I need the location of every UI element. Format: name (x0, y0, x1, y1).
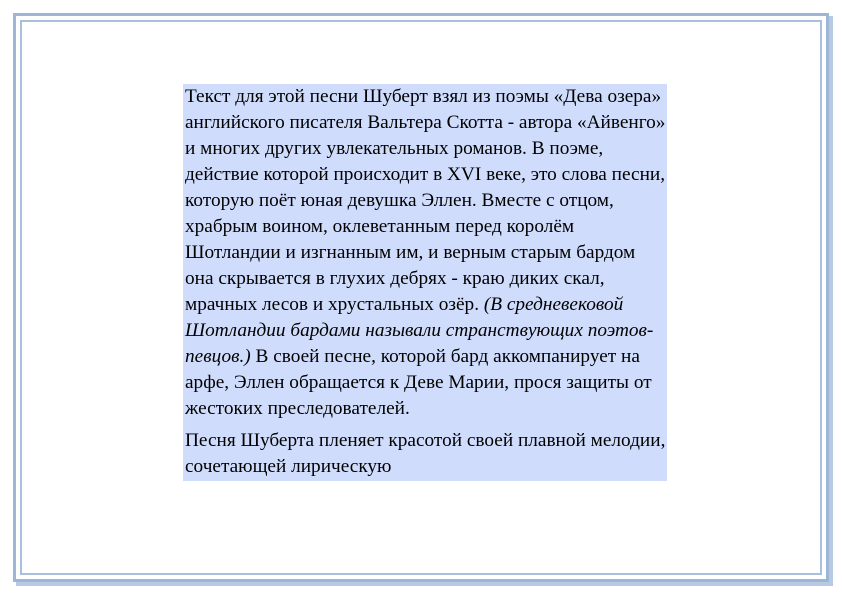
paragraph-1 (185, 84, 667, 422)
frame-shadow-bottom (16, 582, 833, 586)
paragraph-2: Песня Шуберта пленяет красотой своей плавной мелодии, сочетающей лирическую (185, 430, 666, 477)
paragraph-1-text-end: В своей песне, которой бард аккомпанирует на арфе, Эллен обращается к Деве Марии, прося защиты от жестоких преследователей. (185, 346, 652, 419)
text-block (183, 84, 667, 481)
paragraph-1-text-start: Текст для этой песни Шуберт взял из поэмы «Дева озера» английского писателя Вальтера Скотта - автора «Айвенго» и многих других увлекательных романов. В поэме, действие которой происходит в XVI веке, это слова песни, которую поёт юная девушка Эллен. Вместе с отцом, храбрым воином, оклеветанным перед королём Шотландии и изгнанным им, и верным старым бардом она скрывается в глухих дебрях - краю диких скал, мрачных лесов и хрустальных озёр. (185, 86, 666, 315)
frame-shadow-right (829, 16, 833, 585)
paragraph-1-italic-note: (В средневековой Шотландии бардами называли странствующих поэтов-певцов.) (185, 294, 654, 367)
